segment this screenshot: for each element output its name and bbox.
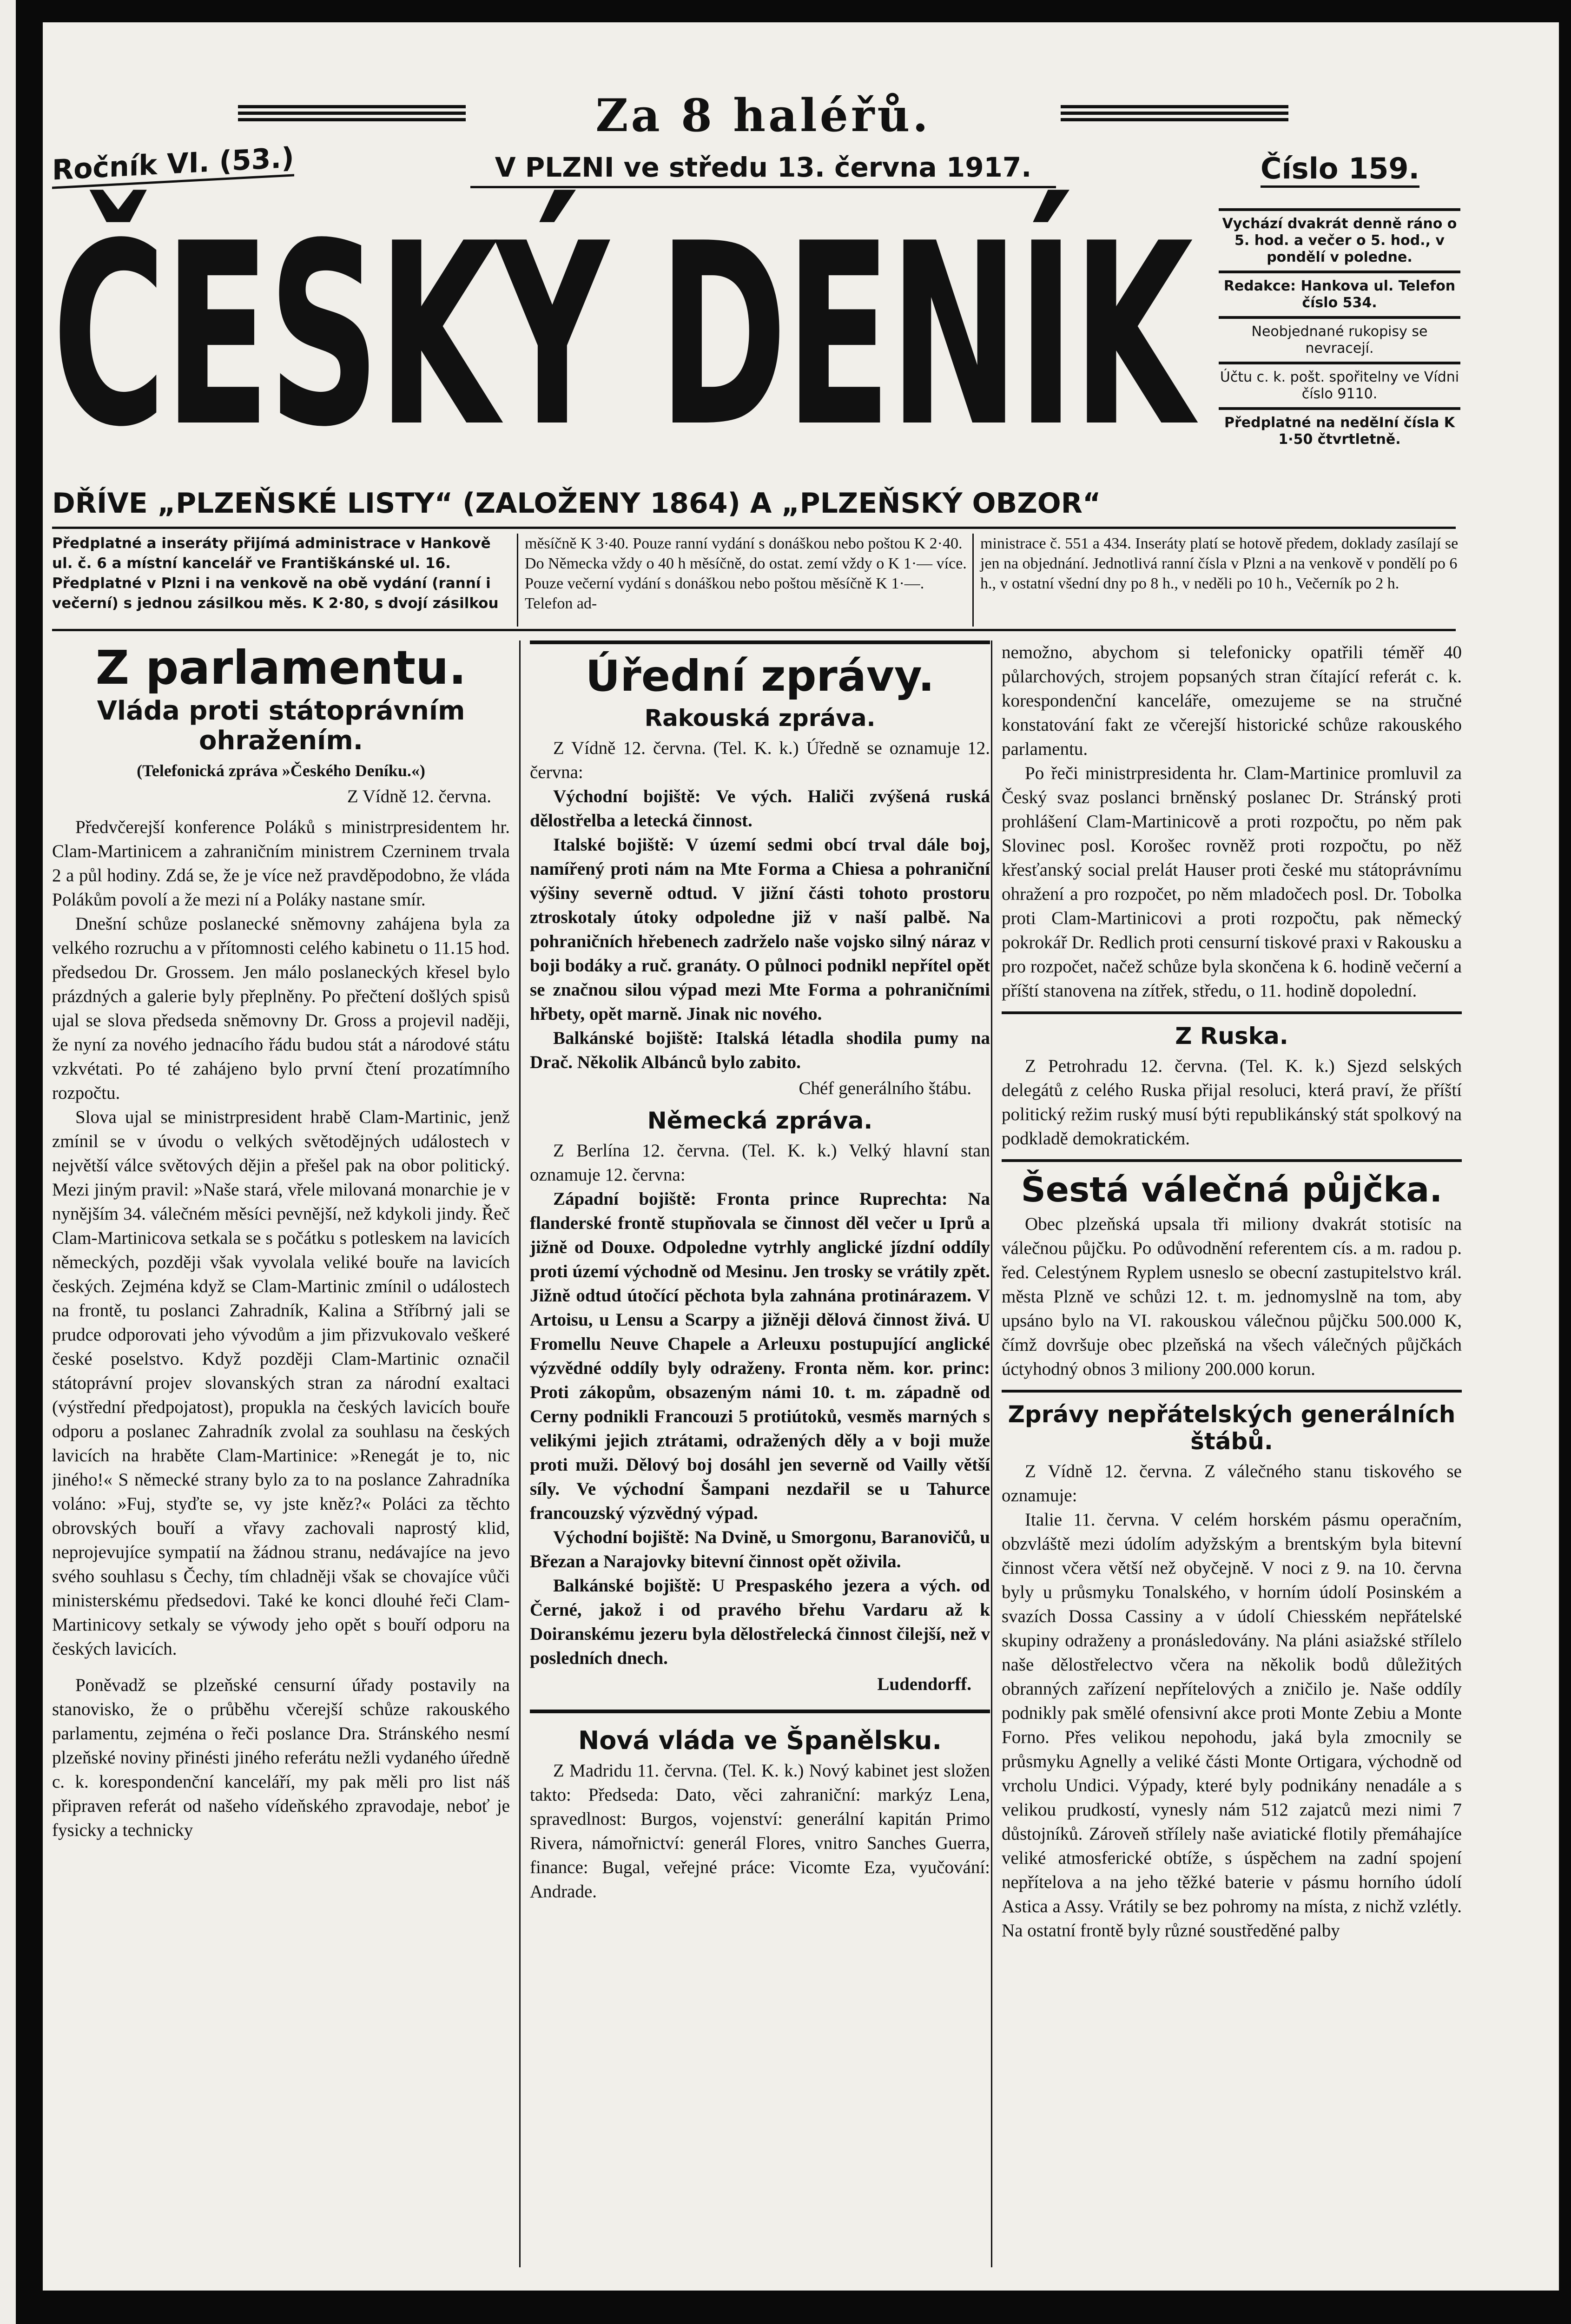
- official-reports-box: [530, 640, 990, 1713]
- paragraph: Předvčerejší konference Poláků s ministrpresidentem hr. Clam-Martinicem a zahraničním ministrem Czerninem trvala 2 a půl hodiny. Zdá se, že je více než pravděpodobno, že vláda Polákům povolí a že mezi ní a Poláky nastane smír.: [52, 817, 510, 910]
- subscription-info-3: ministrace č. 551 a 434. Inseráty platí se hotově předem, doklady zasílají se jen na objednání. Jednotlivá ranní čísla v Plzni a na venkově v pondělí po 6 h., v ostatní všední dny po 8 h., v neděli po 10 h., Večerník po 2 h.: [972, 534, 1459, 627]
- postal-account: Účtu c. k. pošt. spořitelny ve Vídni číslo 9110.: [1219, 362, 1460, 407]
- signature: Chéf generálního štábu.: [799, 1078, 971, 1098]
- paragraph: Z Petrohradu 12. června. (Tel. K. k.) Sjezd selských delegátů z celého Ruska přijal resoluci, která praví, že příští politický režim ruský musí býti republikánský stát spolkový na podkladě demokratickém.: [1002, 1056, 1462, 1149]
- sunday-subscription: Předplatné na neděIní čísla K 1·50 čtvrtletně.: [1219, 407, 1460, 453]
- newspaper-page: [43, 22, 1559, 2291]
- subscription-info-1: Předplatné a inseráty přijímá administrace v Hankově ul. č. 6 a místní kancelář ve Františkánské ul. 16. Předplatné v Plzni i na venkově na obě vydání (ranní i večerní) s jednou zásilkou měs. K 2·80, s dvojí zásilkou: [52, 535, 499, 612]
- tagline: DŘÍVE „PLZEŇSKÉ LISTY“ (ZALOŽENY 1864) A „PLZEŇSKÝ OBZOR“: [52, 487, 1101, 520]
- paragraph: Obec plzeňská upsala tři miliony dvakrát stotisíc na válečnou půjčku. Po odůvodnění referentem cís. a m. radou p. řed. Celestýnem Ryplem usneslo se obecní zastupitelstvo král. města Plzně ve schůzi 12. t. m. jednomyslně na tom, aby upsáno bylo na VI. rakouskou válečnou půjčku 500.000 K, čímž dovršuje obec plzeňská na všech válečných půjčkách úctyhodný obnos 3 miliony 200.000 korun.: [1002, 1214, 1462, 1379]
- film-strip-edge: [0, 0, 16, 2324]
- source-line: (Telefonická zpráva »Českého Deníku.«): [137, 761, 425, 780]
- ornament-right: [1061, 105, 1288, 122]
- paragraph: Po řeči ministrpresidenta hr. Clam-Martinice promluvil za Český svaz poslanci brněnský poslanec Dr. Stránský proti prohlášení Clam-Martinicově a proti rozpočtu, po něm pak Slovinec posl. Korošec rovněž proti rozpočtu, po něž křesťanský social prelát Hauser proti české mu státoprávnímu ohražení a pro rozpočet, po něm mladočech posl. Dr. Tobolka proti Clam-Martinicovi a proti rozpočtu, pak německý pokrokář Dr. Redlich proti censurní tiskové praxi v Rakousku a pro rozpočet, načež schůze byla skončena k 6. hodině večerní a příští stanovena na zítřek, středu, o 11. hodině dopolední.: [1002, 763, 1462, 1001]
- newspaper-title: ČESKÝ DENÍK: [52, 190, 1191, 482]
- subheadline-parliament: Vláda proti státoprávním ohražením.: [97, 696, 465, 756]
- dateline: V PLZNI ve středu 13. června 1917.: [470, 152, 1056, 188]
- column-1: [52, 640, 510, 2267]
- paragraph: Z Vídně 12. června. Z válečného stanu tiskového se oznamuje:: [1002, 1461, 1462, 1505]
- headline-parliament: Z parlamentu.: [95, 640, 467, 695]
- signature: Ludendorff.: [877, 1674, 971, 1694]
- headline-enemy-reports: Zprávy nepřátelských generálních štábů.: [1008, 1401, 1456, 1455]
- paragraph: Z Berlína 12. června. (Tel. K. k.) Velký hlavní stan oznamuje 12. června:: [530, 1141, 990, 1185]
- place-date: Z Vídně 12. června.: [347, 786, 491, 806]
- paragraph: Balkánské bojiště: U Prespaského jezera a vých. od Černé, jakož i od pravého břehu Vardaru až k Doiranskému jezeru byla dělostřelecká činnost čilejší, než v posledních dnech.: [530, 1576, 990, 1668]
- paragraph: Poněvadž se plzeňské censurní úřady postavily na stanovisko, že o průběhu včerejší schůze rakouského parlamentu, zejména o řeči poslance Dra. Stránského nesmí plzeňské noviny přinésti jiného referátu nežli vydaného úředně c. k. korespondenční kanceláří, my pak měli pro list náš připraven referát od našeho vídeňského zpravodaje, neboť je fysicky a technicky: [52, 1675, 510, 1840]
- column-3: [991, 640, 1462, 2267]
- price-line: [229, 89, 1298, 142]
- headline-russia: Z Ruska.: [1175, 1023, 1288, 1050]
- subheadline-german-report: Německá zpráva.: [647, 1107, 873, 1134]
- paragraph: Slova ujal se ministrpresident hrabě Clam-Martinic, jenž zmínil se v úvodu o velkých světodějných událostech v největší válce světových dějin a přešel pak na obor politický. Mezi jiným pravil: »Naše stará, vřele milovaná monarchie je v nynějším 34. válečném měsíci pevnější, než kdykoli jindy. Řeč Clam-Martinicova setkala se s počátku s potleskem na lavicích německých, později však vyvolala veliké bouře na lavicích českých. Zejména když se Clam-Martinic zmínil o událostech na frontě, tu poslanci Zahradník, Kalina a Stříbrný jali se prudce odporovati jeho vývodům a jim přizvukovalo veškeré české poselstvo. Když později Clam-Martinic označil státoprávní projev slovanských stran za národní exaltaci (výstřední předpojatost), propukla na českých lavicích bouře odporu a poslanec Zahradník zvolal za souhlasu na českých lavicích na hraběte Clam-Martinice: »Renegát je to, nic jiného!« S německé strany bylo za to na poslance Zahradníka voláno: »Fuj, styďte se, vy jste kněz?« Poláci za těchto obrovských bouří a vřavy zachovali naprostý klid, neprojevujíce sympatií na žádnou stranu, nedávajíce na jevo svého souhlasu s Čechy, tím chladněji však se chovajíce vůči ministerskému předsedovi. Také ke konci dlouhé řeči Clam-Martinicovy setkaly se výwody jeho opět s bouří odporu na českých lavicích.: [52, 1107, 510, 1659]
- headline-official-reports: Úřední zprávy.: [585, 651, 935, 701]
- rule: [1002, 1011, 1462, 1014]
- paragraph: Západní bojiště: Fronta prince Ruprechta: Na flanderské frontě stupňovala se činnost děl večer u Iprů a jižně od Douxe. Odpoledne vytrhly anglické jízdní oddíly proti území východně od Mesinu. Jen trosky se vrátily zpět. Jižně odtud útočící pěchota byla zahnána protinárazem. V Artoisu, u Lensu a Scarpy a jižněji dělová činnost živá. U Fromellu Neuve Chapele a Arleuxu postupující anglické výzvědné oddíly byly odraženy. Fronta něm. kor. princ: Proti zákopům, obsazeným námi 10. t. m. západně od Cerny podnikli Francouzi 5 protiútoků, vesměs marných s velikými jejich ztrátami, odražených děly a v boji muže proti muži. Dělový boj dosáhl jen severně od Vailly větší síly. Ve východní Šampani nezdařil se u Tahurce francouzský výzvědný výpad.: [530, 1189, 990, 1523]
- rule: [52, 527, 1456, 529]
- paragraph: Východní bojiště: Na Dvině, u Smorgonu, Baranovičů, u Březan a Narajovky bitevní činnost opět oživila.: [530, 1527, 990, 1571]
- masthead-sidebar: [1219, 208, 1460, 453]
- paragraph: Z Madridu 11. června. (Tel. K. k.) Nový kabinet jest složen takto: Předseda: Dato, věci zahraniční: markýz Lena, spravedlnost: Burgos, vojenství: generální kapitán Primo Rivera, námořnictví: generál Flores, vnitro Sanches Guerra, finance: Bugal, veřejné práce: Vicomte Eza, vyučování: Andrade.: [530, 1761, 990, 1901]
- column-2: [519, 640, 990, 2267]
- paragraph: Italie 11. června. V celém horském pásmu operačním, obzvláště mezi údolím adyžským a brentským byla bitevní činnost včera větší než obyčejně. V noci z 9. na 10. června byly u průsmyku Tonalského, v horním údolí Posinském a svazích Dossa Cassiny a v údolí Chiesském nepřátelské skupiny odraženy a pronásledovány. Na pláni asiažské střílelo naše dělostřelectvo včera na několik bodů důležitých obranných zařízení nepřítelových a zničilo je. Naše oddíly podnikly pak smělé ofensivní akce proti Monte Zebiu a Monte Forno. Přes velikou nepohodu, jaká byla zmocnily se průsmyku Agnelly a veliké části Monte Ortigara, východně od vrcholu Undici. Výpady, které byly podnikány nenadále a s velikou prudkostí, vynesly nám 512 zajatců mezi nimi 7 důstojníků. Zároveň střílely naše aviatické flotily přemáhajíce veliké atmosferické obtíže, s úspěchem na zadní spojení nepřítelova a na jeho těžké baterie v pásmu horního údolí Astica a Assy. Vrátily se bez pohromy na místa, z nichž vzlétly. Na ostatní frontě byly různé soustředěné palby: [1002, 1510, 1462, 1941]
- paragraph: Italské bojiště: V území sedmi obcí trval dále boj, namířený proti nám na Mte Forma a Chiesa a pohraniční výšiny severně odtud. V jižní části tohoto prostoru ztroskotaly útoky odpoledne již v naší palbě. Na pohraničních hřebenech zadrželo naše vojsko silný náraz v boji bodáky a ruč. granáty. O půlnoci podnikl nepřítel opět se značnou silou výpad mezi Mte Forma a pohraničními hřbety, opět marně. Jinak nic nového.: [530, 835, 990, 1024]
- paragraph: Východní bojiště: Ve vých. Haliči zvýšená ruská dělostřelba a letecká činnost.: [530, 786, 990, 831]
- issue-number: Číslo 159.: [1261, 152, 1419, 188]
- paragraph: nemožno, abychom si telefonicky opatřili téměř 40 půlarchových, strojem popsaných stran čítající referát c. k. korespondenční kanceláře, omezujeme se na stručné konstatování fakt ze včerejší historické schůze rakouského parlamentu.: [1002, 642, 1462, 759]
- volume-number: Ročník VI. (53.): [52, 141, 294, 189]
- subscription-info-2: měsíčně K 3·40. Pouze ranní vydání s donáškou nebo poštou K 2·40. Do Německa vždy o 40 h měsíčně, do ostat. zemí vždy o K 1·— více. Pouze večerní vydání s donáškou nebo poštou měsíčně K 1·—. Telefon ad-: [517, 534, 971, 627]
- headline-war-loan: Šestá válečná půjčka.: [1021, 1170, 1443, 1210]
- rule: [52, 629, 1456, 631]
- rule: [1002, 1159, 1462, 1162]
- publication-schedule: Vychází dvakrát denně ráno o 5. hod. a večer o 5. hod., v pondělí v poledne.: [1219, 208, 1460, 271]
- paragraph: Balkánské bojiště: Italská létadla shodila pumy na Drač. Několik Albánců bylo zabito.: [530, 1028, 990, 1072]
- rule: [1002, 1390, 1462, 1393]
- subheadline-austrian-report: Rakouská zpráva.: [644, 705, 876, 732]
- price: Za 8 haléřů.: [595, 89, 931, 142]
- headline-spain-government: Nová vláda ve Španělsku.: [578, 1726, 942, 1755]
- editorial-address: Redakce: Hankova ul. Telefon číslo 534.: [1219, 271, 1460, 316]
- manuscripts-note: Neobjednané rukopisy se nevracejí.: [1219, 316, 1460, 362]
- paragraph: Dnešní schůze poslanecké sněmovny zahájena byla za velkého rozruchu a v přítomnosti celého kabinetu o 11.15 hod. předsedou Dr. Grossem. Jen málo poslaneckých křesel bylo prázdných a galerie byly přeplněny. Po přečtení došlých spisů ujal se slova předseda sněmovny Dr. Gross a projevil naději, že nyní za nového jednacího řádu budou stát a národové státu vzkvétati. Po té zahájeno bylo první čtení prozatímního rozpočtu.: [52, 914, 510, 1103]
- paragraph: Z Vídně 12. června. (Tel. K. k.) Úředně se oznamuje 12. června:: [530, 738, 990, 782]
